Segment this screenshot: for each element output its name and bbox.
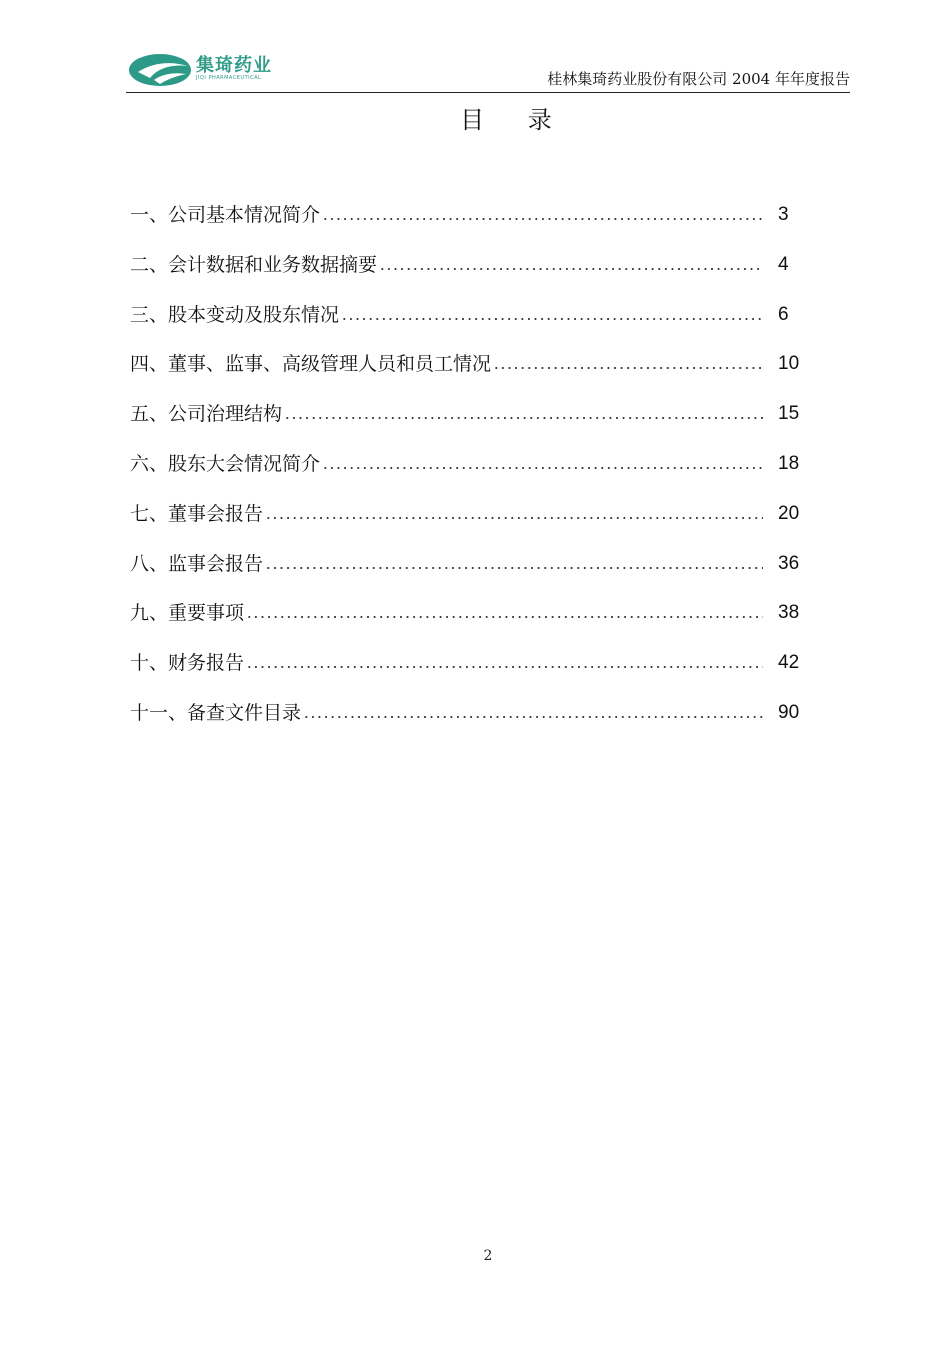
toc-entry[interactable] [130, 198, 820, 248]
toc-entry-page: 15 [778, 403, 800, 425]
toc-entry-label: 六、股东大会情况简介 [130, 452, 321, 475]
toc-entry-label: 五、公司治理结构 [130, 403, 283, 426]
toc-entry[interactable] [130, 497, 820, 547]
table-of-contents [130, 198, 820, 746]
company-logo [126, 47, 286, 89]
page-header [126, 44, 850, 93]
toc-entry[interactable] [130, 547, 820, 597]
toc-entry[interactable] [130, 248, 820, 298]
toc-entry[interactable] [130, 347, 820, 397]
toc-leader-dots [493, 367, 763, 369]
toc-entry-label: 二、会计数据和业务数据摘要 [130, 253, 378, 276]
toc-entry-label: 十、财务报告 [130, 652, 245, 675]
toc-entry[interactable] [130, 646, 820, 696]
report-title: 桂林集琦药业股份有限公司 2004 年年度报告 [547, 70, 850, 88]
toc-leader-dots [322, 467, 763, 469]
toc-entry-label: 十一、备查文件目录 [130, 701, 302, 724]
toc-entry-page: 20 [778, 502, 800, 524]
toc-leader-dots [341, 318, 763, 320]
toc-entry-page: 3 [778, 204, 789, 225]
jiqi-logo-mark-icon [128, 50, 196, 88]
toc-entry-label: 三、股本变动及股东情况 [130, 303, 340, 326]
toc-entry-page: 36 [778, 552, 800, 574]
toc-leader-dots [246, 616, 763, 618]
toc-leader-dots [303, 716, 763, 718]
toc-leader-dots [379, 268, 763, 270]
toc-entry-page: 10 [778, 353, 800, 375]
toc-leader-dots [284, 417, 763, 419]
toc-entry-label: 一、公司基本情况简介 [130, 204, 321, 226]
page-number: 2 [483, 1248, 493, 1264]
toc-leader-dots [265, 517, 763, 519]
toc-entry[interactable] [130, 397, 820, 447]
toc-entry-label: 七、董事会报告 [130, 502, 264, 525]
toc-entry-label: 九、重要事项 [130, 602, 245, 625]
toc-entry-page: 42 [778, 652, 800, 674]
toc-leader-dots [246, 666, 763, 668]
toc-entry-page: 38 [778, 602, 800, 624]
toc-entry-label: 八、监事会报告 [130, 552, 264, 575]
logo-text-en: JIQI PHARMACEUTICAL [196, 75, 262, 81]
logo-text-cn: 集琦药业 [196, 55, 272, 76]
toc-title: 目 录 [460, 106, 570, 134]
toc-leader-dots [265, 567, 763, 569]
toc-entry-page: 4 [778, 253, 789, 275]
toc-entry-page: 18 [778, 452, 800, 474]
toc-entry[interactable] [130, 696, 820, 746]
toc-entry[interactable] [130, 298, 820, 348]
toc-entry[interactable] [130, 447, 820, 497]
toc-entry-page: 90 [778, 701, 800, 723]
toc-entry-label: 四、董事、监事、高级管理人员和员工情况 [130, 353, 492, 376]
toc-entry[interactable] [130, 596, 820, 646]
toc-leader-dots [322, 218, 763, 220]
toc-entry-page: 6 [778, 303, 789, 325]
